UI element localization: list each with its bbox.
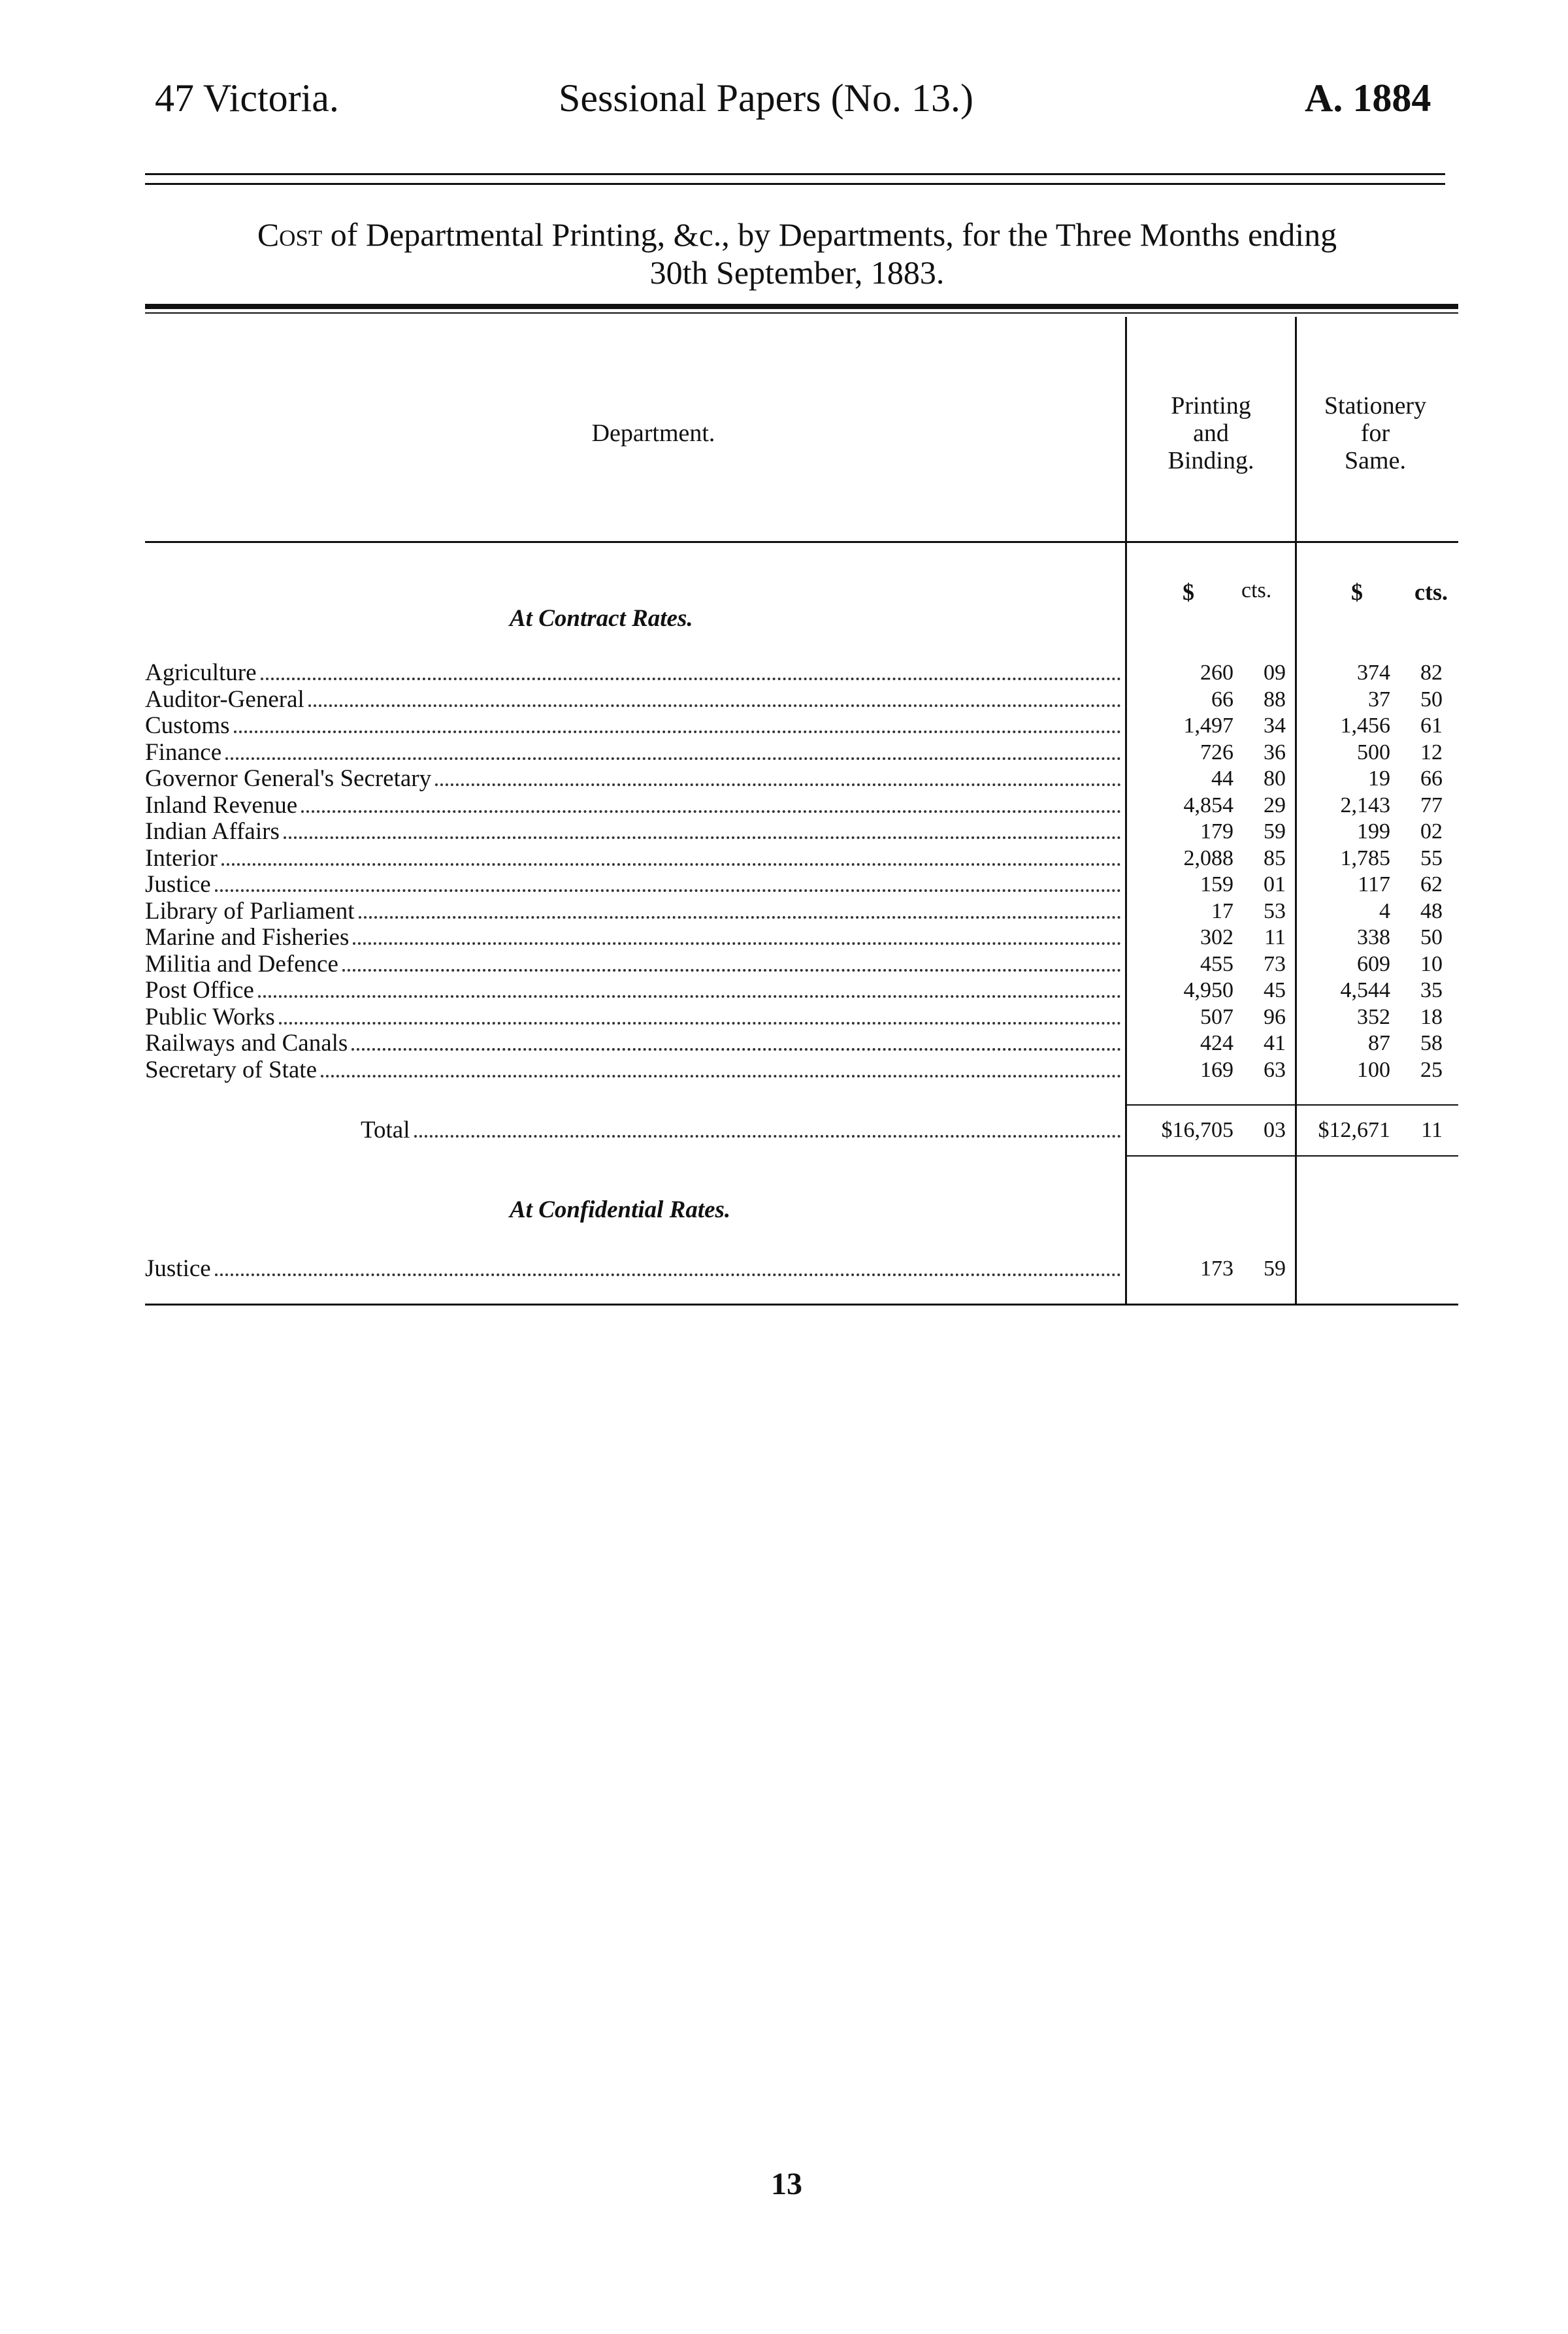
leader-dots [279, 1004, 1121, 1025]
header-rule-bottom [145, 183, 1445, 185]
printing-binding-value: 2,088 85 [1183, 846, 1286, 870]
table-row [145, 1057, 1125, 1083]
printing-binding-value: 260 09 [1200, 661, 1286, 685]
printing-binding-value: 302 11 [1200, 925, 1286, 949]
printing-cents-label: cts. [1241, 578, 1272, 602]
table-row [145, 1256, 1125, 1282]
department-name: Justice [145, 871, 211, 898]
column-heading-department: Department. [591, 419, 715, 447]
column-heading-stationery: Stationery for Same. [1324, 392, 1427, 474]
total-label: Total [361, 1117, 410, 1143]
total-rule-printing-bottom [1127, 1155, 1295, 1157]
stationery-value: 117 62 [1358, 872, 1443, 896]
title-lead: Cost [257, 216, 323, 253]
total-printing-value: $16,705 03 [1161, 1118, 1286, 1142]
leader-dots [215, 872, 1121, 892]
header-year: A. 1884 [1305, 76, 1431, 120]
department-name: Railways and Canals [145, 1030, 348, 1057]
leader-dots [359, 898, 1121, 919]
department-name: Inland Revenue [145, 791, 298, 819]
leader-dots [284, 819, 1121, 839]
table-row [145, 846, 1125, 872]
table-row [145, 740, 1125, 766]
leader-dots [234, 713, 1121, 733]
printing-binding-value: 1,497 34 [1183, 714, 1286, 738]
table-row [145, 766, 1125, 792]
stationery-value: 500 12 [1357, 740, 1443, 764]
printing-binding-value: 424 41 [1200, 1031, 1286, 1055]
stationery-value: 100 25 [1357, 1057, 1443, 1082]
header-session: 47 Victoria. [155, 76, 339, 120]
stationery-value: 4,544 35 [1340, 978, 1443, 1002]
page-number: 13 [771, 2167, 802, 2201]
stationery-value: 352 18 [1357, 1004, 1443, 1029]
department-name: Library of Parliament [145, 897, 355, 925]
department-name: Customs [145, 712, 230, 739]
table-row [145, 925, 1125, 951]
leader-dots [353, 925, 1121, 945]
printing-binding-value: 66 88 [1211, 687, 1286, 712]
leader-dots [308, 687, 1121, 707]
table-row [145, 687, 1125, 713]
department-name: Justice [145, 1255, 211, 1282]
column-heading-printing: Printing and Binding. [1168, 392, 1254, 474]
stationery-value: 87 58 [1368, 1031, 1443, 1055]
stationery-cents-label: cts. [1414, 579, 1448, 605]
table-row [145, 951, 1125, 978]
stationery-value: 374 82 [1357, 661, 1443, 685]
heading-rule [145, 541, 1458, 543]
header-sessional-papers: Sessional Papers (No. 13.) [559, 76, 973, 120]
department-name: Interior [145, 844, 218, 872]
department-name: Auditor-General [145, 685, 304, 713]
section-heading-confidential: At Confidential Rates. [510, 1196, 731, 1223]
table-row [145, 978, 1125, 1004]
department-name: Post Office [145, 977, 254, 1004]
stationery-value: 19 66 [1368, 766, 1443, 791]
printing-binding-value: 159 01 [1200, 872, 1286, 896]
total-stationery-value: $12,671 11 [1318, 1118, 1443, 1142]
printing-binding-value: 44 80 [1211, 766, 1286, 791]
stationery-value: 37 50 [1368, 687, 1443, 712]
leader-dots [435, 766, 1121, 786]
department-name: Marine and Fisheries [145, 924, 350, 951]
leader-dots [258, 978, 1121, 998]
department-name: Indian Affairs [145, 818, 280, 845]
stationery-value: 1,456 61 [1340, 714, 1443, 738]
department-name: Public Works [145, 1003, 275, 1030]
table-row [145, 793, 1125, 819]
printing-binding-value: 17 53 [1211, 898, 1286, 923]
leader-dots [414, 1117, 1122, 1138]
total-rule-stationery-bottom [1297, 1155, 1458, 1157]
total-rule-stationery-top [1297, 1104, 1458, 1106]
stationery-value: 199 02 [1357, 819, 1443, 844]
stationery-value: 338 50 [1357, 925, 1443, 949]
title-line-1: of Departmental Printing, &c., by Departments, for the Three Months ending [322, 216, 1337, 253]
leader-dots [321, 1057, 1121, 1077]
stationery-value: 609 10 [1357, 951, 1443, 976]
table-row [145, 872, 1125, 898]
printing-binding-value: 4,854 29 [1183, 793, 1286, 817]
header-rule-top [145, 173, 1445, 175]
department-name: Governor General's Secretary [145, 765, 432, 792]
stationery-dollar-sign: $ [1351, 579, 1363, 605]
total-row [145, 1117, 1125, 1143]
printing-binding-value: 179 59 [1200, 819, 1286, 844]
table-row [145, 660, 1125, 686]
printing-binding-value: 726 36 [1200, 740, 1286, 764]
leader-dots [261, 660, 1121, 680]
table-bottom-rule [145, 1304, 1458, 1306]
title-rule-thin [145, 312, 1458, 314]
stationery-value: 2,143 77 [1340, 793, 1443, 817]
table-row [145, 898, 1125, 925]
section-heading-contract: At Contract Rates. [510, 605, 693, 632]
table-row [145, 1004, 1125, 1030]
department-name: Finance [145, 738, 222, 766]
printing-dollar-sign: $ [1183, 579, 1194, 605]
printing-binding-value: 507 96 [1200, 1004, 1286, 1029]
printing-binding-value: 169 63 [1200, 1057, 1286, 1082]
leader-dots [342, 951, 1121, 972]
stationery-value: 4 48 [1379, 898, 1443, 923]
table-row [145, 713, 1125, 739]
title-rule [145, 304, 1458, 309]
leader-dots [215, 1256, 1121, 1276]
stationery-value: 1,785 55 [1340, 846, 1443, 870]
title-line-2: 30th September, 1883. [649, 254, 945, 291]
department-name: Secretary of State [145, 1056, 317, 1083]
department-name: Militia and Defence [145, 950, 338, 978]
printing-binding-value: 455 73 [1200, 951, 1286, 976]
printing-binding-value: 173 59 [1200, 1257, 1286, 1281]
leader-dots [301, 793, 1121, 813]
leader-dots [351, 1030, 1121, 1051]
table-row [145, 819, 1125, 845]
total-rule-printing-top [1127, 1104, 1295, 1106]
leader-dots [225, 740, 1121, 760]
table-row [145, 1030, 1125, 1057]
department-name: Agriculture [145, 659, 257, 686]
leader-dots [221, 846, 1121, 866]
printing-binding-value: 4,950 45 [1183, 978, 1286, 1002]
table-title [140, 216, 1454, 291]
